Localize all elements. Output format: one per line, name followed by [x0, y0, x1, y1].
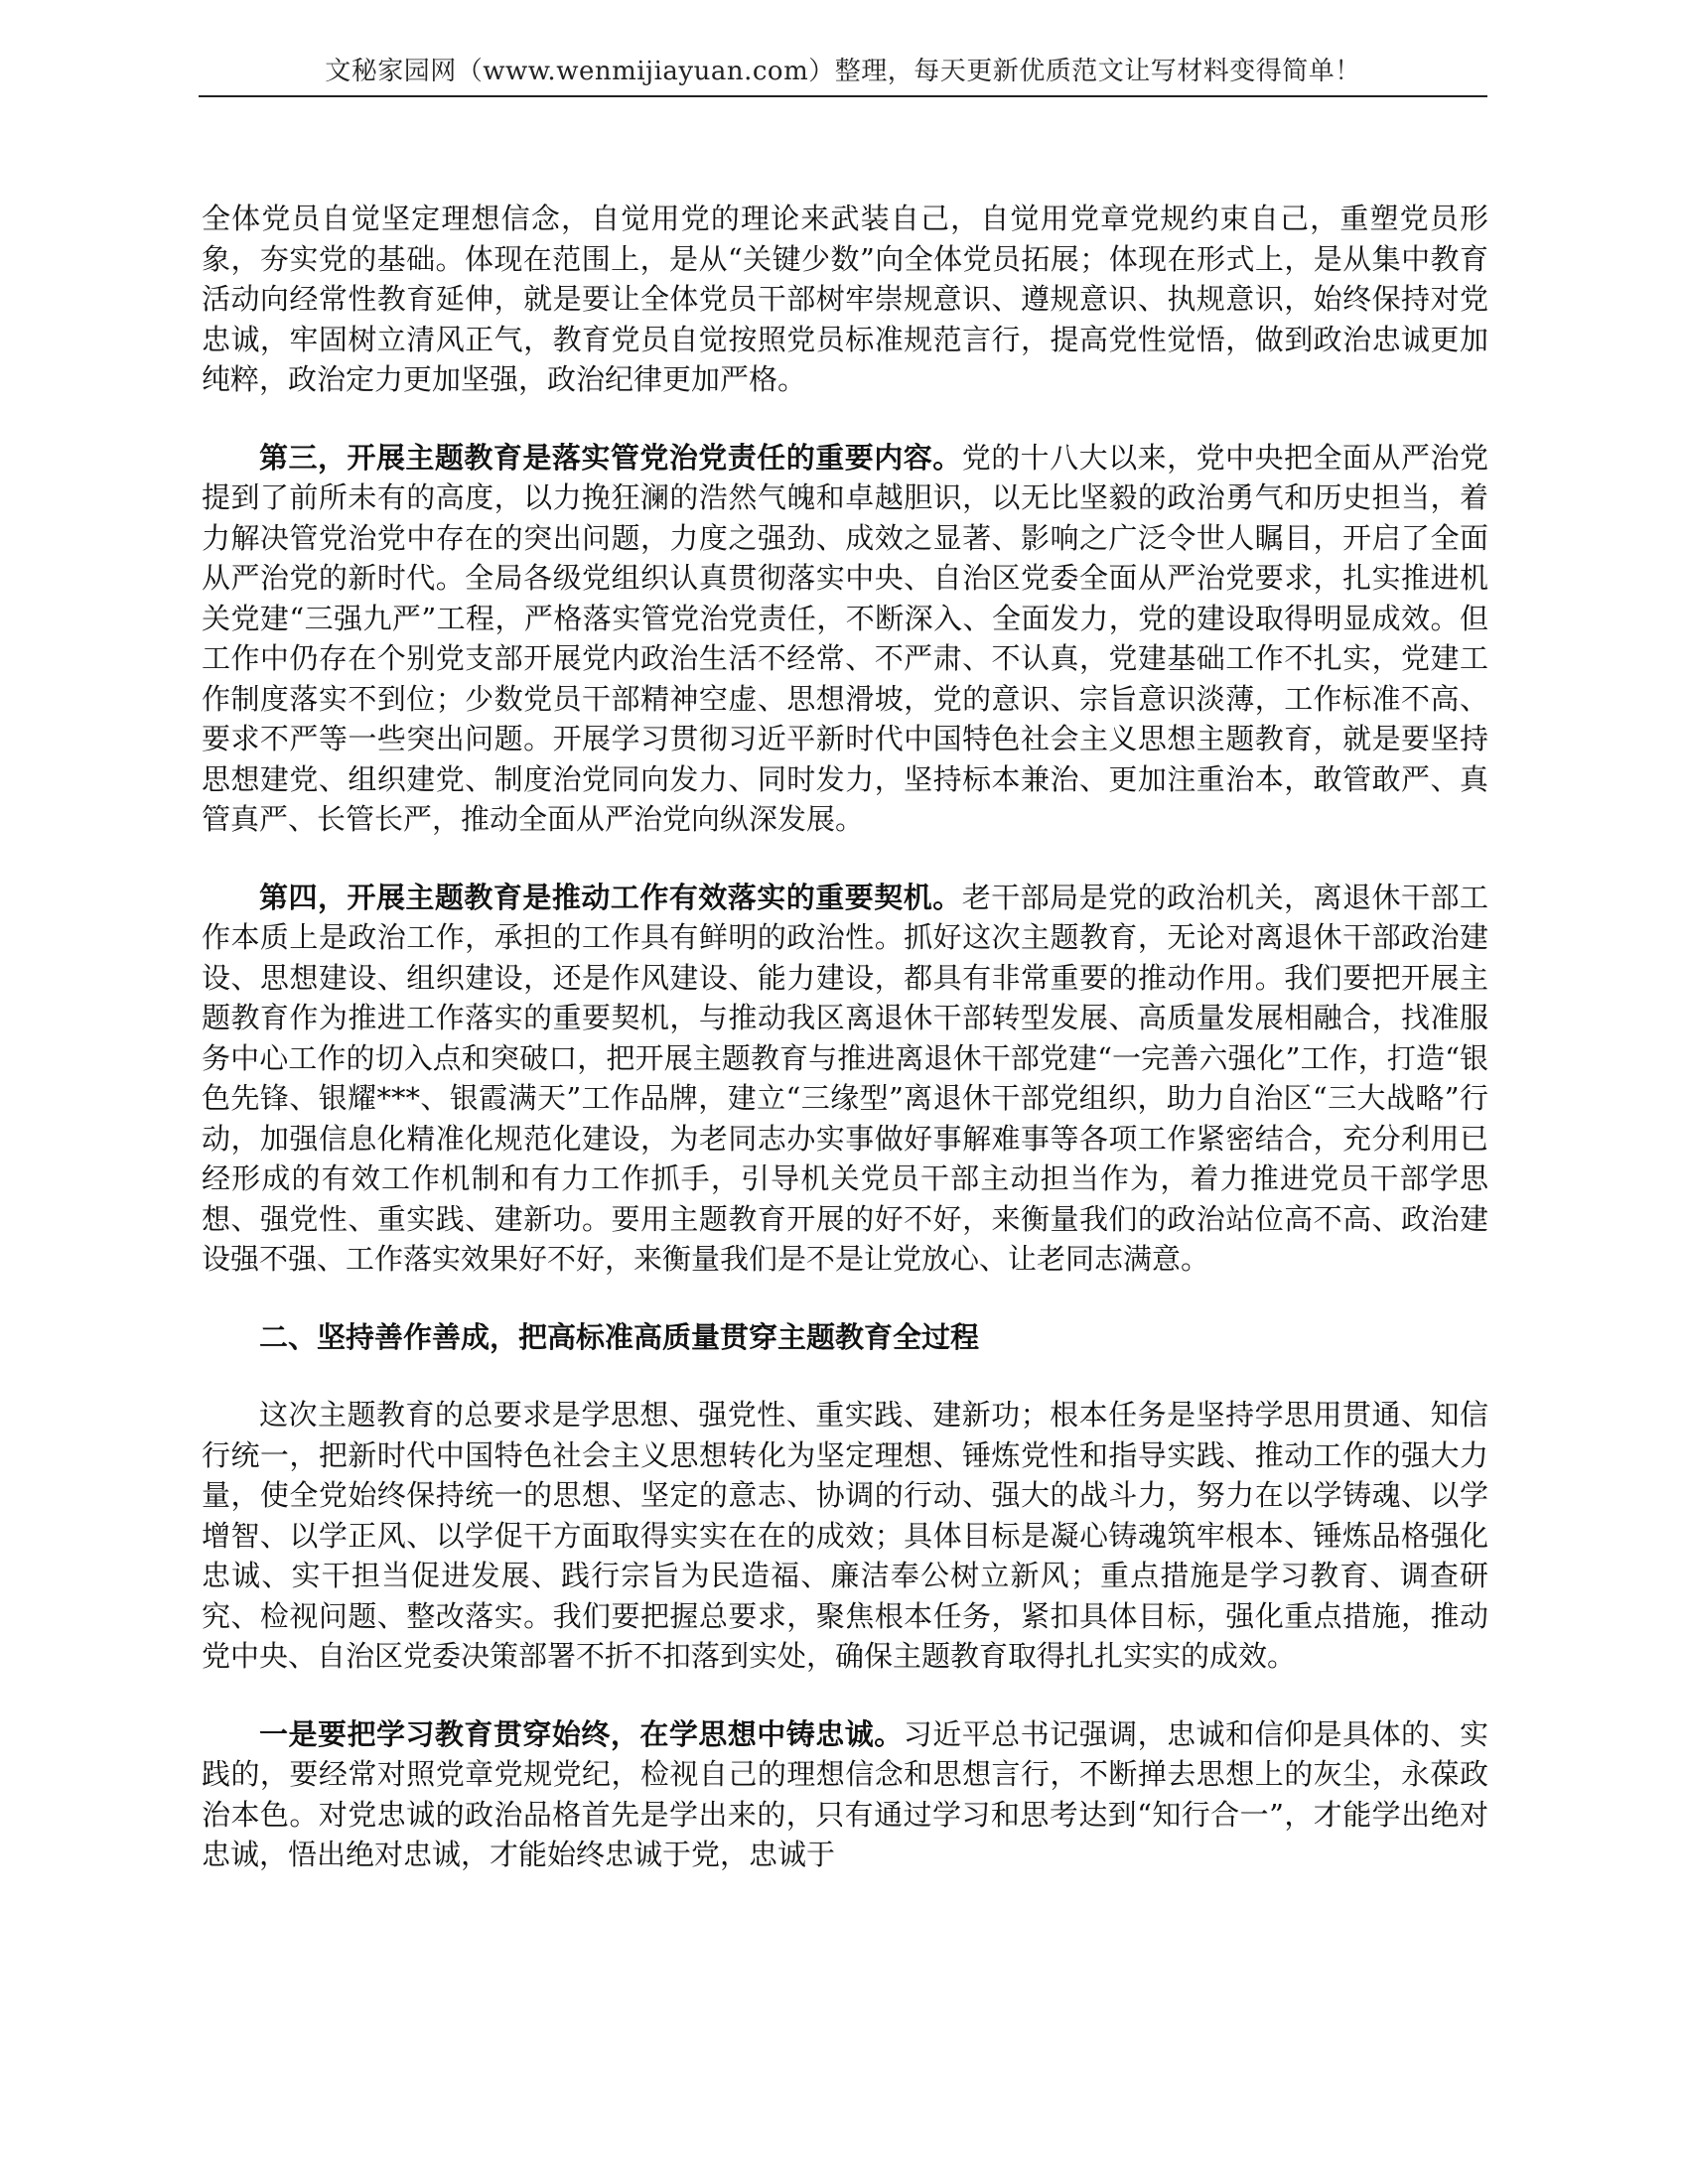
- paragraph-continuation: [202, 199, 1488, 400]
- paragraph-text: 习近平总书记强调，忠诚和信仰是具体的、实践的，要经常对照党章党规党纪，检视自己的理想信念和思想言行，不断掸去思想上的灰尘，永葆政治本色。对党忠诚的政治品格首先是学出来的，只有通过学习和思考达到“知行合一”，才能学出绝对忠诚，悟出绝对忠诚，才能始终忠诚于党，忠诚于: [202, 1716, 1488, 1871]
- paragraph-lead: 第四，开展主题教育是推动工作有效落实的重要契机。: [259, 880, 962, 914]
- document-body: [202, 199, 1488, 1913]
- paragraph-lead: 一是要把学习教育贯穿始终，在学思想中铸忠诚。: [259, 1716, 904, 1751]
- page-header: 文秘家园网（www.wenmijiayuan.com）整理，每天更新优质范文让写材料变得简单！: [325, 57, 1361, 86]
- paragraph-text: 党的十八大以来，党中央把全面从严治党提到了前所未有的高度，以力挽狂澜的浩然气魄和卓越胆识，以无比坚毅的政治勇气和历史担当，着力解决管党治党中存在的突出问题，力度之强劲、成效之显著、影响之广泛令世人瞩目，开启了全面从严治党的新时代。全局各级党组织认真贯彻落实中央、自治区党委全面从严治党要求，扎实推进机关党建“三强九严”工程，严格落实管党治党责任，不断深入、全面发力，党的建设取得明显成效。但工作中仍存在个别党支部开展党内政治生活不经常、不严肃、不认真，党建基础工作不扎实，党建工作制度落实不到位；少数党员干部精神空虚、思想滑坡，党的意识、宗旨意识淡薄，工作标准不高、要求不严等一些突出问题。开展学习贯彻习近平新时代中国特色社会主义思想主题教育，就是要坚持思想建党、组织建党、制度治党同向发力、同时发力，坚持标本兼治、更加注重治本，敢管敢严、真管真严、长管长严，推动全面从严治党向纵深发展。: [202, 440, 1488, 836]
- paragraph-text: 老干部局是党的政治机关，离退休干部工作本质上是政治工作，承担的工作具有鲜明的政治性。抓好这次主题教育，无论对离退休干部政治建设、思想建设、组织建设，还是作风建设、能力建设，都具有非常重要的推动作用。我们要把开展主题教育作为推进工作落实的重要契机，与推动我区离退休干部转型发展、高质量发展相融合，找准服务中心工作的切入点和突破口，把开展主题教育与推进离退休干部党建“一完善六强化”工作，打造“银色先锋、银耀***、银霞满天”工作品牌，建立“三缘型”离退休干部党组织，助力自治区“三大战略”行动，加强信息化精准化规范化建设，为老同志办实事做好事解难事等各项工作紧密结合，充分利用已经形成的有效工作机制和有力工作抓手，引导机关党员干部主动担当作为，着力推进党员干部学思想、强党性、重实践、建新功。要用主题教育开展的好不好，来衡量我们的政治站位高不高、政治建设强不强、工作落实效果好不好，来衡量我们是不是让党放心、让老同志满意。: [202, 880, 1488, 1276]
- paragraph-text: 全体党员自觉坚定理想信念，自觉用党的理论来武装自己，自觉用党章党规约束自己，重塑党员形象，夯实党的基础。体现在范围上，是从“关键少数”向全体党员拓展；体现在形式上，是从集中教育活动向经常性教育延伸，就是要让全体党员干部树牢崇规意识、遵规意识、执规意识，始终保持对党忠诚，牢固树立清风正气，教育党员自觉按照党员标准规范言行，提高党性觉悟，做到政治忠诚更加纯粹，政治定力更加坚强，政治纪律更加严格。: [202, 202, 1488, 396]
- paragraph-fourth: [202, 878, 1488, 1280]
- header-divider: [199, 95, 1487, 97]
- paragraph-text: 这次主题教育的总要求是学思想、强党性、重实践、建新功；根本任务是坚持学思用贯通、知信行统一，把新时代中国特色社会主义思想转化为坚定理想、锤炼党性和指导实践、推动工作的强大力量，使全党始终保持统一的思想、坚定的意志、协调的行动、强大的战斗力，努力在以学铸魂、以学增智、以学正风、以学促干方面取得实实在在的成效；具体目标是凝心铸魂筑牢根本、锤炼品格强化忠诚、实干担当促进发展、践行宗旨为民造福、廉洁奉公树立新风；重点措施是学习教育、调查研究、检视问题、整改落实。我们要把握总要求，聚焦根本任务，紧扣具体目标，强化重点措施，推动党中央、自治区党委决策部署不折不扣落到实处，确保主题教育取得扎扎实实的成效。: [202, 1398, 1488, 1673]
- paragraph-first-point: [202, 1714, 1488, 1875]
- paragraph-requirements: [202, 1395, 1488, 1677]
- paragraph-lead: 第三，开展主题教育是落实管党治党责任的重要内容。: [259, 440, 962, 475]
- paragraph-third: [202, 438, 1488, 840]
- section-heading: 二、坚持善作善成，把高标准高质量贯穿主题教育全过程: [259, 1319, 980, 1354]
